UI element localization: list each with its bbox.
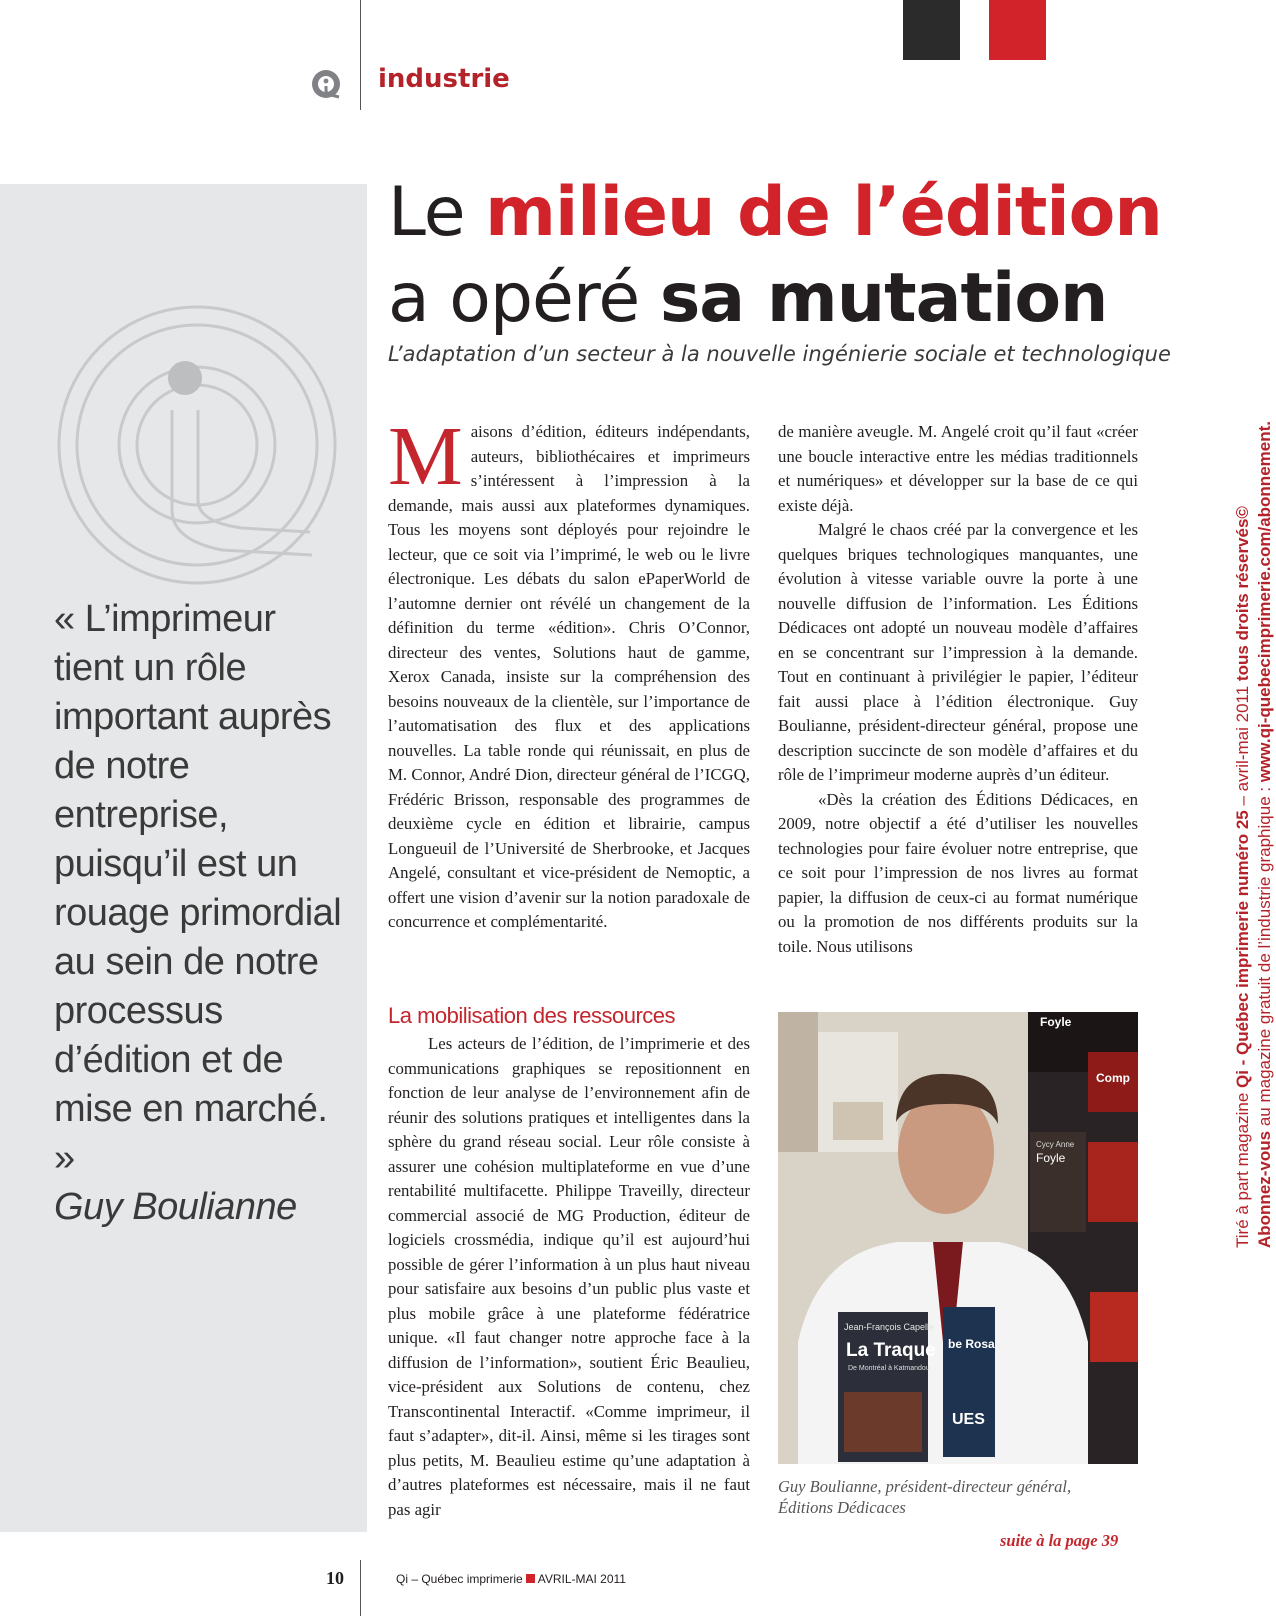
article-column-1 [388, 410, 750, 935]
sidebar-text-bold: Abonnez-vous [1255, 1130, 1274, 1248]
footer-publication: Qi – Québec imprimerie [396, 1572, 523, 1586]
sidebar-text-bold: tous droits réservés© [1233, 506, 1252, 682]
sidebar-text: – avril-mai 2011 [1233, 681, 1252, 811]
paragraph: «Dès la création des Éditions Dédicaces, en 2009, notre objectif a été d’utiliser les nouvelles technologies pour faire évoluer notre entreprise, que ce soit pour l’impression de nos livres au format papier, la diffusion de ceux-ci au format numérique ou la promotion de nos différents produits sur la toile. Nous utilisons [778, 789, 1138, 956]
pull-quote-text: « L’imprimeur tient un rôle important auprès de notre entreprise, puisqu’il est un rouage primordial au sein de notre processus d’édition et de mise en marché. » [54, 598, 342, 1179]
sidebar-text-bold: Qi - Québec imprimerie numéro 25 [1233, 810, 1252, 1088]
book-title: La Traque [846, 1340, 936, 1361]
shelf-book-title-2: Foyle [1036, 1151, 1066, 1165]
title-part1: Le [388, 173, 486, 252]
article-column-2 [778, 420, 1138, 959]
vertical-sidebar-text [1232, 348, 1276, 1248]
qi-logo-icon [310, 68, 342, 100]
photo-illustration [778, 1012, 1138, 1464]
photo-caption [778, 1476, 1143, 1518]
caption-line2: Éditions Dédicaces [778, 1498, 906, 1517]
book-subtitle: De Montréal à Katmandou [848, 1365, 930, 1372]
paragraph: de manière aveugle. M. Angelé croit qu’il faut «créer une boucle interactive entre les médias traditionnels et numériques» et développer sur la base de ce qui existe déjà. [778, 422, 1138, 515]
sidebar-text: Tiré à part magazine [1233, 1088, 1252, 1248]
header-red-block [989, 0, 1046, 60]
paragraph: Les acteurs de l’édition, de l’imprimerie et des communications graphiques se repositionnent en fonction de leur analyse de l’environnement afin de réunir des solutions pratiques et intelligentes dans la sphère du grand réseau social. Leur rôle consiste à assurer une cohésion multiplateforme en vue d’une rentabilité multifacette. Philippe Traveilly, directeur commercial associé de MG Production, éditeur de logiciels crossmédia, indique qu’il est aujourd’hui possible de gérer l’information à un plus haut niveau pour satisfaire aux besoins d’un public plus vaste et plus mobile grâce à une plateforme fédératrice unique. «Il faut changer notre approche face à la diffusion de l’information», soutient Éric Beaulieu, vice-président aux Solutions de contenu, chez Transcontinental Interactif. «Comme imprimeur, il faut s’adapter», dit-il. Ainsi, même si les tirages sont plus petits, M. Beaulieu estime qu’une adaptation à d’autres plateformes est nécessaire, mais il ne faut pas agir [388, 1034, 750, 1519]
title-red: milieu de l’édition [485, 173, 1162, 252]
article-photo [778, 1012, 1138, 1464]
header-dark-block [903, 0, 960, 60]
paragraph: Malgré le chaos créé par la convergence et les quelques briques technologiques manquantes, une évolution à vitesse variable ouvre la porte à une nouvelle diffusion de l’information. Les Éditions Dédicaces ont adopté un nouveau modèle d’affaires en se concentrant sur l’impression à la demande. Tout en continuant à privilégier le papier, l’éditeur fait aussi place à l’édition électronique. Guy Boulianne, président-directeur général, propose une description succincte de son modèle d’affaires et du rôle de l’imprimeur moderne auprès d’un éditeur. [778, 520, 1138, 784]
drop-cap: M [388, 410, 463, 503]
sidebar-text: au magazine gratuit de l’industrie graphique : [1255, 782, 1274, 1131]
footer-divider [360, 1560, 361, 1616]
section-subhead: La mobilisation des ressources [388, 1003, 676, 1028]
footer-text [396, 1572, 626, 1586]
continued-link[interactable]: suite à la page 39 [1000, 1531, 1119, 1550]
pull-quote [54, 595, 354, 1232]
article-subtitle: L’adaptation d’un secteur à la nouvelle ingénierie sociale et technologique [388, 342, 1171, 366]
book2-subtitle: UES [952, 1411, 985, 1428]
paragraph: aisons d’édition, éditeurs indépendants, auteurs, bibliothécaires et imprimeurs s’intéressent à l’impression à la demande, mais aussi aux plateformes dynamiques. Tous les moyens sont déployés pour rejoindre le lecteur, que ce soit via l’imprimé, le web ou le livre électronique. Les débats du salon ePaperWorld de l’automne dernier ont révélé un changement de la définition du terme «édition». Chris O’Connor, directeur des ventes, Solutions haut de gamme, Xerox Canada, insiste sur la compréhension des besoins nouveaux de la clientèle, sur l’importance de l’automatisation des flux et des applications nouvelles. La table ronde qui réunissait, en plus de M. Connor, André Dion, directeur général de l’ICGQ, Frédéric Brisson, responsable des programmes de deuxième cycle en édition et librairie, campus Longueuil de l’Université de Sherbrooke, et Jacques Angelé, consultant et vice-président de Nemoptic, a offert une vision d’avenir sur la notion paradoxale de concurrence et complémentarité. [388, 422, 750, 931]
article-title [388, 170, 1162, 342]
q-watermark-icon [52, 300, 342, 590]
book2-title: be Rosa [948, 1337, 995, 1351]
title-bold: sa mutation [659, 259, 1108, 338]
shelf-book-title: Foyle [1040, 1015, 1072, 1029]
subscribe-link[interactable]: www.qi-quebecimprimerie.com/abonnement. [1255, 421, 1274, 783]
section-label: industrie [378, 64, 510, 94]
title-part2: a opéré [388, 259, 660, 338]
header-divider [360, 0, 361, 110]
page-number: 10 [326, 1568, 344, 1588]
caption-line1: Guy Boulianne, président-directeur général, [778, 1477, 1072, 1496]
footer-square-icon [526, 1574, 535, 1583]
book-author: Jean-François Capelle [844, 1322, 935, 1332]
shelf-book-author: Cycy Anne [1036, 1140, 1075, 1149]
footer-issue: AVRIL-MAI 2011 [537, 1572, 626, 1586]
pull-quote-author: Guy Boulianne [54, 1186, 297, 1228]
article-column-1-continued [388, 1032, 750, 1522]
shelf-book-comp: Comp [1096, 1071, 1130, 1085]
